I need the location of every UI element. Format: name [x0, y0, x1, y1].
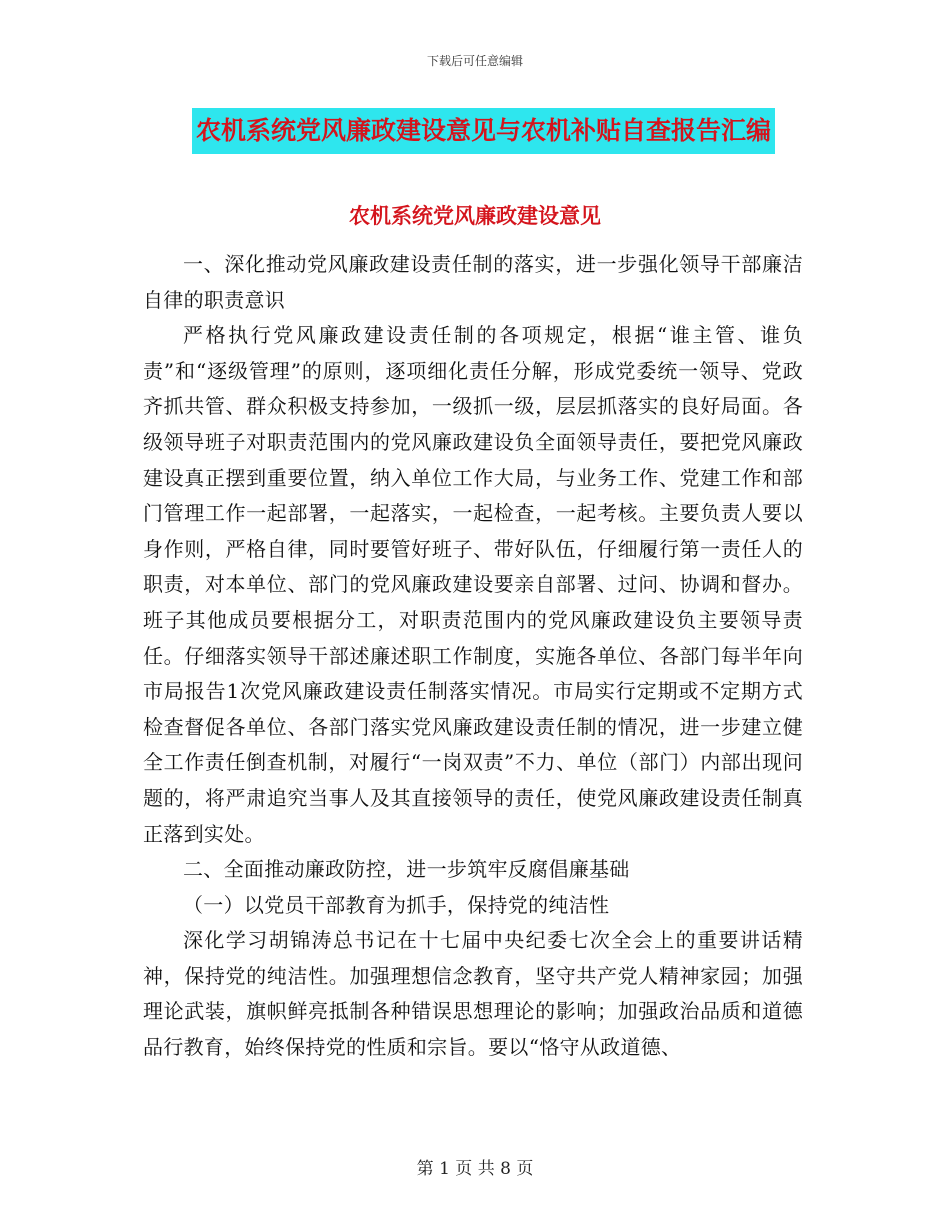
document-title: 农机系统党风廉政建设意见与农机补贴自查报告汇编	[192, 108, 775, 154]
header-note: 下载后可任意编辑	[426, 54, 523, 68]
page-number: 第 1 页 共 8 页	[416, 1159, 534, 1179]
document-body	[143, 247, 803, 1066]
heading-2: 二、全面推动廉政防控，进一步筑牢反腐倡廉基础	[183, 857, 630, 882]
body-paragraph: 严格执行党风廉政建设责任制的各项规定，根据“谁主管、谁负责”和“逐级管理”的原则，逐项细化责任分解，形成党委统一领导、党政齐抓共管、群众积极支持参加，一级抓一级，层层抓落实的良好局面。各级领导班子对职责范围内的党风廉政建设负全面领导责任，要把党风廉政建设真正摆到重要位置，纳入单位工作大局，与业务工作、党建工作和部门管理工作一起部署，一起落实，一起检查，一起考核。主要负责人要以身作则，严格自律，同时要管好班子、带好队伍，仔细履行第一责任人的职责，对本单位、部门的党风廉政建设要亲自部署、过问、协调和督办。班子其他成员要根据分工，对职责范围内的党风廉政建设负主要领导责任。仔细落实领导干部述廉述职工作制度，实施各单位、各部门每半年向市局报告1次党风廉政建设责任制落实情况。市局实行定期或不定期方式检查督促各单位、各部门落实党风廉政建设责任制的情况，进一步建立健全工作责任倒查机制，对履行“一岗双责”不力、单位（部门）内部出现问题的，将严肃追究当事人及其直接领导的责任，使党风廉政建设责任制真正落到实处。	[143, 323, 803, 846]
subheading-1: （一）以党员干部教育为抓手，保持党的纯洁性	[183, 892, 610, 917]
section-title: 农机系统党风廉政建设意见	[349, 203, 601, 228]
body-paragraph: 深化学习胡锦涛总书记在十七届中央纪委七次全会上的重要讲话精神，保持党的纯洁性。加强理想信念教育，坚守共产党人精神家园；加强理论武装，旗帜鲜亮抵制各种错误思想理论的影响；加强政治品质和道德品行教育，始终保持党的性质和宗旨。要以“恪守从政道德、	[143, 928, 803, 1060]
heading-1: 一、深化推动党风廉政建设责任制的落实，进一步强化领导干部廉洁自律的职责意识	[143, 252, 803, 312]
